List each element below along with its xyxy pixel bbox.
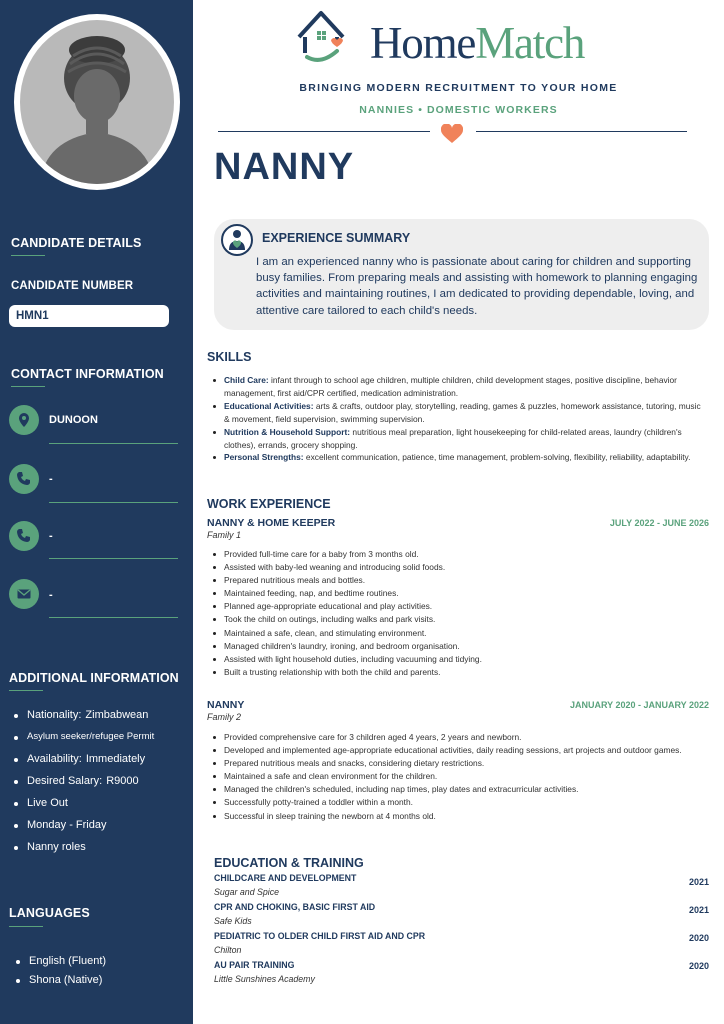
person-silhouette-icon [20,20,174,184]
list-item: Monday - Friday [14,819,154,841]
course-institution: Chilton [214,945,242,955]
course-institution: Sugar and Spice [214,887,280,897]
list-item: Shona (Native) [16,974,106,993]
contact-heading: CONTACT INFORMATION [11,367,164,381]
education-heading: EDUCATION & TRAINING [214,856,364,870]
list-item: Asylum seeker/refugee Permit [14,731,154,753]
brand-logo: HomeMatch [370,18,585,68]
divider [49,443,178,444]
list-item: Assisted with baby-led weaning and introducing solid foods. [211,561,706,574]
tagline: BRINGING MODERN RECRUITMENT TO YOUR HOME [299,82,618,94]
person-heart-icon [221,224,253,256]
list-item: Availability: Immediately [14,753,154,775]
course-name: CHILDCARE AND DEVELOPMENT [214,873,357,883]
divider [218,131,430,132]
contact-phone-1: - [49,473,53,485]
divider [9,690,43,691]
divider [476,131,687,132]
course-name: AU PAIR TRAINING [214,960,295,970]
candidate-number-value: HMN1 [9,305,169,327]
course-year: 2020 [688,933,709,943]
divider [49,617,178,618]
list-item: Prepared nutritious meals and bottles. [211,574,706,587]
avatar [20,20,174,184]
list-item: Managed the children's scheduled, including nap times, play dates and extracurricular activities. [211,783,706,796]
contact-email: - [49,589,53,601]
job-title: NANNY & HOME KEEPER [207,517,336,529]
job-dates: JANUARY 2020 - JANUARY 2022 [569,700,709,710]
job-dates: JULY 2022 - JUNE 2026 [609,518,709,528]
contact-phone-2: - [49,530,53,542]
candidate-number-label: CANDIDATE NUMBER [11,280,134,292]
list-item: Planned age-appropriate educational and play activities. [211,600,706,613]
list-item: Nanny roles [14,841,154,863]
list-item: Educational Activities: arts & crafts, outdoor play, storytelling, reading, games & puzzles, homework assistance, tutoring, music & movement, field supervision, swimming supervision. [211,400,706,426]
list-item: Nationality: Zimbabwean [14,709,154,731]
job-title: NANNY [207,699,245,711]
additional-info-heading: ADDITIONAL INFORMATION [9,671,179,685]
contact-location: DUNOON [49,414,98,426]
location-pin-icon [9,405,39,435]
list-item: Child Care: infant through to school age children, multiple children, child development stages, positive discipline, behavior management, first aid/CPR certified, medication administration. [211,374,706,400]
list-item: Assisted with light household duties, including vacuuming and tidying. [211,653,706,666]
course-year: 2021 [688,905,709,915]
job-employer: Family 1 [207,530,242,540]
job-duties-list [211,731,706,823]
divider [49,502,178,503]
list-item: Provided comprehensive care for 3 children aged 4 years, 2 years and newborn. [211,731,706,744]
phone-icon [9,464,39,494]
list-item: Managed children's laundry, ironing, and bedroom organisation. [211,640,706,653]
services-line: NANNIES • DOMESTIC WORKERS [359,104,558,116]
course-name: PEDIATRIC TO OLDER CHILD FIRST AID AND CPR [214,931,426,941]
languages-list [16,955,106,993]
list-item: Desired Salary: R9000 [14,775,154,797]
list-item: Developed and implemented age-appropriate educational activities, daily reading sessions, art projects and outdoor games. [211,744,706,757]
skills-heading: SKILLS [207,350,252,364]
divider [49,558,178,559]
candidate-details-heading: CANDIDATE DETAILS [11,236,142,250]
divider [11,386,45,387]
sidebar [0,0,193,1024]
job-duties-list [211,548,706,679]
languages-heading: LANGUAGES [9,906,90,920]
divider [9,926,43,927]
course-year: 2021 [688,877,709,887]
list-item: English (Fluent) [16,955,106,974]
skills-list [211,374,706,464]
heart-icon [441,124,463,144]
page-title: NANNY [214,146,355,188]
course-year: 2020 [688,961,709,971]
list-item: Personal Strengths: excellent communication, patience, time management, problem-solving, flexibility, reliability, adaptability. [211,451,706,464]
house-logo-icon [293,7,349,69]
list-item: Maintained a safe and clean environment for the children. [211,770,706,783]
list-item: Live Out [14,797,154,819]
list-item: Successfully potty-trained a toddler within a month. [211,796,706,809]
email-icon [9,579,39,609]
list-item: Maintained a safe, clean, and stimulating environment. [211,627,706,640]
summary-text: I am an experienced nanny who is passionate about caring for children and supporting busy families. From preparing meals and assisting with homework to planning engaging activities and maintaining routines, I am dedicated to providing dependable, loving, and attentive care tailored to each child's needs. [256,256,698,317]
phone-icon [9,521,39,551]
list-item: Took the child on outings, including walks and park visits. [211,613,706,626]
list-item: Provided full-time care for a baby from 3 months old. [211,548,706,561]
additional-info-list [14,709,154,863]
candidate-photo [14,14,180,190]
divider [11,255,45,256]
list-item: Built a trusting relationship with both the child and parents. [211,666,706,679]
summary-heading: EXPERIENCE SUMMARY [262,231,411,245]
main-content [193,0,724,1024]
work-experience-heading: WORK EXPERIENCE [207,497,331,511]
job-employer: Family 2 [207,712,242,722]
list-item: Maintained feeding, nap, and bedtime routines. [211,587,706,600]
list-item: Successful in sleep training the newborn at 4 months old. [211,810,706,823]
list-item: Nutrition & Household Support: nutritious meal preparation, light housekeeping for child-related areas, laundry (children's clothes), errands, grocery shopping. [211,426,706,452]
course-institution: Safe Kids [214,916,252,926]
experience-summary-card [214,219,709,330]
course-name: CPR AND CHOKING, BASIC FIRST AID [214,902,376,912]
course-institution: Little Sunshines Academy [214,974,315,984]
list-item: Prepared nutritious meals and snacks, considering dietary restrictions. [211,757,706,770]
